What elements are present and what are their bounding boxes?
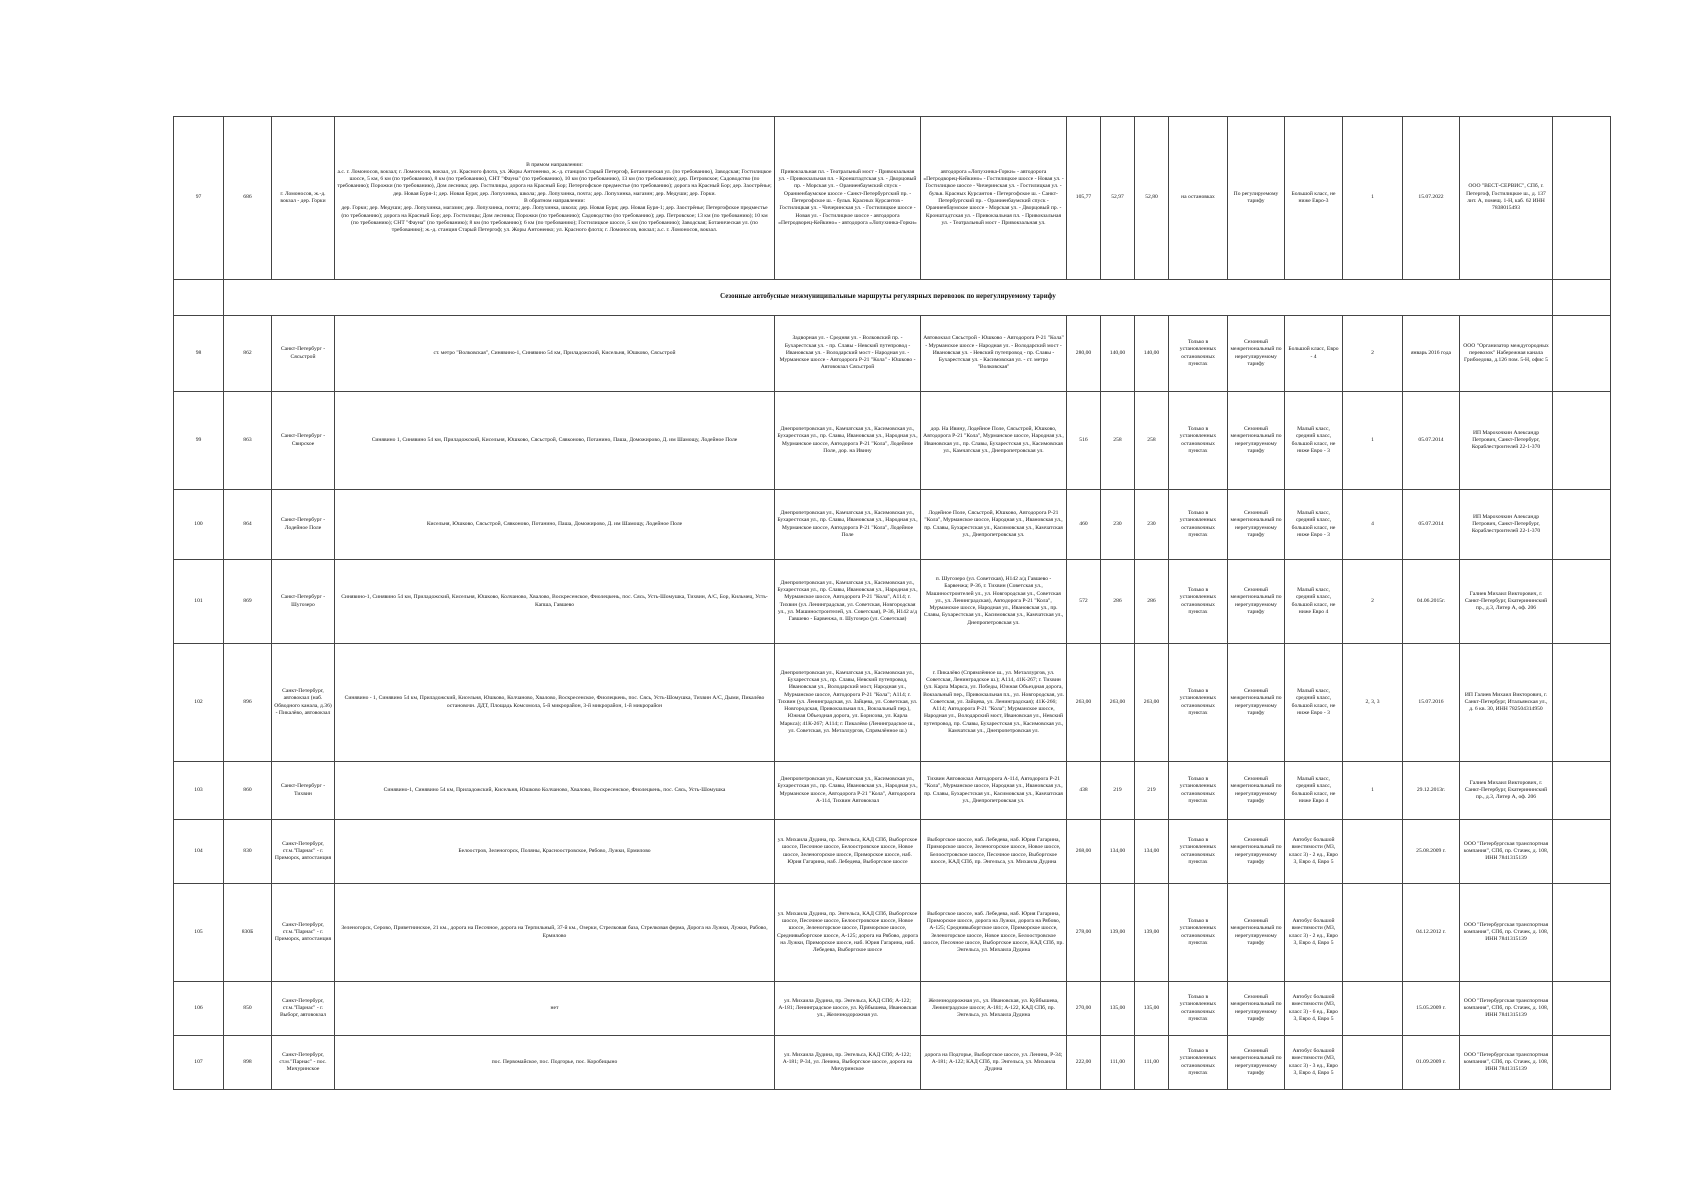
table-row [174, 884, 1611, 982]
tariff-type: Сезонный межрегиональный по нерегулируемому тарифу [1228, 762, 1285, 820]
table-row [174, 982, 1611, 1036]
notes-cell [1553, 982, 1611, 1036]
length-forward: 230 [1101, 490, 1135, 560]
route-name: Санкт-Петербург, ст.м."Парнас" - г. Приморск, автостанция [272, 884, 335, 982]
length-total: 438 [1067, 762, 1101, 820]
notes-cell [1553, 117, 1611, 280]
stop-order: Только в установленных остановочных пунктах [1169, 884, 1228, 982]
length-total: 572 [1067, 560, 1101, 644]
vehicle-count: 1 [1343, 117, 1403, 280]
route-name: Санкт-Петербург, ст.м."Парнас" - г. Выборг, автовокзал [272, 982, 335, 1036]
vehicle-count [1343, 884, 1403, 982]
length-total: 516 [1067, 392, 1101, 490]
route-number: 898 [224, 1036, 272, 1090]
registry-document [173, 116, 1611, 1090]
length-backward: 111,00 [1135, 1036, 1169, 1090]
intermediate-stops: Синявино-1, Синявино 54 км, Приладожский, Кисельня, Юшково, Колчаново, Хвалово, Воскресенское, Фиолецкень, пос. Сясь, Усть-Шомушка, Тихвин, А/С, Бор, Кильмец, Усть-Капша, Гавшево [335, 560, 775, 644]
table-row [174, 820, 1611, 884]
vehicle-characteristics: Малый класс, средний класс, большой класс, не ниже Евро - 3 [1285, 490, 1343, 560]
stop-order: Только в установленных остановочных пунктах [1169, 982, 1228, 1036]
backward-path: Железнодорожная ул., ул. Ивановская, ул. Куйбышева, Ленинградское шоссе; А-181; А-122, КАД СПб, пр. Энгельса, ул. Михаила Дудина [921, 982, 1067, 1036]
backward-path: Лодейное Поле, Сясьстрой, Юшково, Автодорога Р-21 "Кола", Мурманское шоссе, Народная ул., Ивановская ул., пр. Славы, Бухарестская ул., Касимовская ул., Камчатская ул., Днепропетровская ул. [921, 490, 1067, 560]
section-header-row [174, 280, 1611, 316]
route-number: 896 [224, 644, 272, 762]
carrier-info: Галиев Михаил Викторович, г. Санкт-Петербург, Екатерининский пр., д.3, Литер А, оф. 206 [1460, 762, 1553, 820]
vehicle-characteristics: Автобус большой вместимости (М3, класс 3) - 3 ед., Евро 3, Евро 4, Евро 5 [1285, 1036, 1343, 1090]
length-backward: 263,00 [1135, 644, 1169, 762]
backward-path: дорога на Подгорье, Выборгское шоссе, ул. Ленина, Р-34; А-181; А-122; КАД СПб, пр. Энгельса, ул. Михаила Дудина [921, 1036, 1067, 1090]
carrier-info: ООО "ВЕСТ-СЕРВИС", СПб, г. Петергоф, Гостилицкое ш., д. 137 лит. А, помещ. 1-Н, каб. 62 ИНН 7838015493 [1460, 117, 1553, 280]
start-date: 25.08.2009 г. [1403, 820, 1460, 884]
length-total: 270,00 [1067, 982, 1101, 1036]
route-number: 850 [224, 982, 272, 1036]
row-number: 105 [174, 884, 224, 982]
route-number: 860 [224, 762, 272, 820]
length-backward: 139,00 [1135, 884, 1169, 982]
length-total: 105,77 [1067, 117, 1101, 280]
length-forward: 111,00 [1101, 1036, 1135, 1090]
tariff-type: Сезонный межрегиональный по нерегулируемому тарифу [1228, 392, 1285, 490]
notes-cell [1553, 762, 1611, 820]
tariff-type: Сезонный межрегиональный по нерегулируемому тарифу [1228, 644, 1285, 762]
length-total: 278,00 [1067, 884, 1101, 982]
intermediate-stops: Синявино - 1, Синявино 54 км, Приладожский, Кисельня, Юшково, Колчаново, Хвалово, Воскресенское, Фиолецкень, пос. Сясь, Усть-Шомушка, Тихвин А/С, Дыми, Пикалёво остановочн. ДДТ, Площадь Комсомола, 5-й микрорайон, 3-й микрорайон, 1-й микрорайон [335, 644, 775, 762]
route-name: Санкт-Петербург - Тихвин [272, 762, 335, 820]
row-number: 99 [174, 392, 224, 490]
backward-path: п. Шугозеро (ул. Советская), Н142 а/д Гавшево - Барвенжа; Р-36, г. Тихвин (Советская ул., Машиностроителей ул., ул. Новгородская ул., Советская ул., ул. Ленинградская), Автодорога Р-21 "Кола", Мурманское шоссе, Народная ул., Ивановская ул., пр. Славы, Бухарестская ул., Касимовская ул., Камчатская ул., Днепропетровская ул. [921, 560, 1067, 644]
vehicle-count: 1 [1343, 392, 1403, 490]
length-backward: 52,80 [1135, 117, 1169, 280]
vehicle-characteristics: Малый класс, средний класс, большой класс, не ниже Евро 4 [1285, 560, 1343, 644]
length-forward: 134,00 [1101, 820, 1135, 884]
length-total: 460 [1067, 490, 1101, 560]
row-number: 102 [174, 644, 224, 762]
length-backward: 134,00 [1135, 820, 1169, 884]
forward-path: ул. Михаила Дудина, пр. Энгельса, КАД СПб, Выборгское шоссе, Песочное шоссе, Белоостровское шоссе, Новое шоссе, Зеленогорское шоссе, Приморское шоссе, Среднивыборгское шоссе, А-125; дорога на Рябово, дорога на Лужки, Приморское шоссе, наб. Юрия Гагарина, наб. Лебедева, Выборгское шоссе [775, 884, 921, 982]
stop-order: Только в установленных остановочных пунктах [1169, 644, 1228, 762]
route-number: 686 [224, 117, 272, 280]
row-number: 98 [174, 316, 224, 392]
section-empty-cell [1553, 280, 1611, 316]
tariff-type: Сезонный межрегиональный по нерегулируемому тарифу [1228, 316, 1285, 392]
forward-path: Днепропетровская ул., Камчатская ул., Касимовская ул., Бухарестская ул., пр. Славы, Невский путепровод, Ивановская ул., Володарский мост, Народная ул., Мурманское шоссе, Автодорога Р-21 "Кола"; А114; г. Тихвин (ул. Ленинградская, ул. Зайцева, ул. Советская, ул. Новгородская, Привокзальная пл., Вокзальный пер.), Южная Объездная дорога, ул. Борисова, ул. Карла Маркса); 41К-267; А114; г. Пикалёво (Ленинградское ш., ул. Советская, ул. Металлургов, Спрямлённое ш.) [775, 644, 921, 762]
table-row [174, 392, 1611, 490]
route-name: Санкт-Петербург - Сясьстрой [272, 316, 335, 392]
table-row [174, 117, 1611, 280]
start-date: 29.12.2013г. [1403, 762, 1460, 820]
row-number: 106 [174, 982, 224, 1036]
carrier-info: ООО "Организатор междугородных перевозок" Набережная канала Грибоедова, д.126 пом. 5-Н, офис 5 [1460, 316, 1553, 392]
forward-path: Днепропетровская ул., Камчатская ул., Касимовская ул., Бухарестская ул., пр. Славы, Ивановская ул., Народная ул., Мурманское шоссе, Автодорога Р-21 "Кола", Автодорога А-114, Тихвин Автовокзал [775, 762, 921, 820]
start-date: 05.07.2014 [1403, 490, 1460, 560]
intermediate-stops: Зеленогорск, Серово, Приветнинское, 21 км., дорога на Песочное, дорога на Терпильный, 37-й км., Озерки, Стрелковая база, Стрелковая ферма, Дорога на Лужки, Лужки, Рабово, Ермилово [335, 884, 775, 982]
notes-cell [1553, 560, 1611, 644]
carrier-info: ИП Марохочкин Александр Петрович, Санкт-Петербург, Кораблестроителей 22-1-370 [1460, 490, 1553, 560]
table-row [174, 762, 1611, 820]
forward-path: Привокзальная пл. - Театральный мост - Привокзальная ул. - Привокзальная пл. - Кронштадтская ул. - Дворцовый пр. - Морская ул. - Ораниенбаумский спуск - Ораниенбаумское шоссе - Санкт-Петербургский пр. - Петергофское ш. - бульв. Красных Курсантов - Гостилицкая ул. - Чичеринская ул. - Гостилицкое шоссе - Новая ул. - Гостилицкое шоссе - автодорога «Петродворец-Кейкино» - автодорога «Лопухинка-Горки» [775, 117, 921, 280]
route-name: Санкт-Петербург - Лодейное Поле [272, 490, 335, 560]
carrier-info: ООО "Петербургская транспортная компания", СПб, пр. Стачек, д. 108, ИНН 7841315139 [1460, 1036, 1553, 1090]
row-number: 103 [174, 762, 224, 820]
start-date: 05.07.2014 [1403, 392, 1460, 490]
forward-path: Днепропетровская ул., Камчатская ул., Касимовская ул., Бухарестская ул., пр. Славы, Ивановская ул., Народная ул., Мурманское шоссе, Автодорога Р-21 "Кола", А114; г. Тихвин (ул. Ленинградская, ул. Советская, Новгородская ул., ул. Машиностроителей, ул. Советская), Р-36, Н142 а/д Гавшево - Барвенжа, п. Шугозеро (ул. Советская) [775, 560, 921, 644]
tariff-type: Сезонный межрегиональный по нерегулируемому тарифу [1228, 820, 1285, 884]
length-forward: 263,00 [1101, 644, 1135, 762]
tariff-type: Сезонный межрегиональный по нерегулируемому тарифу [1228, 1036, 1285, 1090]
forward-path: ул. Михаила Дудина, пр. Энгельса, КАД СПб; А-122; А-181; Р-34, ул. Ленина, Выборгское шоссе, дорога на Мичуринское [775, 1036, 921, 1090]
stop-order: Только в установленных остановочных пунктах [1169, 1036, 1228, 1090]
start-date: 01.09.2009 г. [1403, 1036, 1460, 1090]
stop-order: Только в установленных остановочных пунктах [1169, 560, 1228, 644]
row-number: 107 [174, 1036, 224, 1090]
route-name: Санкт-Петербург, ст.м."Парнас" - пос. Мичуринское [272, 1036, 335, 1090]
stop-order: Только в установленных остановочных пунктах [1169, 392, 1228, 490]
route-number: 864 [224, 490, 272, 560]
route-number: 863 [224, 392, 272, 490]
intermediate-stops: Кисельня, Юшково, Сясьстрой, Сявконово, Потанино, Паша, Доможирово, Д. им Шамощу, Лодейное Поле [335, 490, 775, 560]
routes-table [173, 116, 1611, 1090]
carrier-info: ИП Марохочкин Александр Петрович, Санкт-Петербург, Кораблестроителей 22-1-370 [1460, 392, 1553, 490]
table-row [174, 316, 1611, 392]
start-date: 04.12.2012 г. [1403, 884, 1460, 982]
table-body [174, 117, 1611, 1090]
start-date: 15.07.2022 [1403, 117, 1460, 280]
vehicle-characteristics: Автобус большой вместимости (М3, класс 3) - 2 ед., Евро 3, Евро 4, Евро 5 [1285, 820, 1343, 884]
backward-path: Тихвин Автовокзал Автодорога А-114, Автодорога Р-21 "Кола", Мурманское шоссе, Народная ул., Ивановская ул., пр. Славы, Бухарестская ул., Касимовская ул., Камчатская ул., Днепропетровская ул. [921, 762, 1067, 820]
carrier-info: Галиев Михаил Викторович, г. Санкт-Петербург, Екатерининский пр., д.3, Литер А, оф. 206 [1460, 560, 1553, 644]
length-backward: 230 [1135, 490, 1169, 560]
intermediate-stops: ст. метро "Волковская", Синявино-1, Синявино 54 км, Приладожский, Кисельня, Юшково, Сясьстрой [335, 316, 775, 392]
backward-path: г. Пикалёво (Спрямлённое ш., ул. Металлургов, ул. Советская, Ленинградское ш.); А114, 41К-267; г. Тихвин (ул. Карла Маркса, ул. Победы, Южная Объездная дорога, Вокзальный пер., Привокзальная пл., ул. Новгородская, ул. Советская, ул. Зайцева, ул. Ленинградская); 41К-266; А114; Автодорога Р-21 "Кола"; Мурманское шоссе, Народная ул., Володарский мост, Ивановская ул., Невский путепровод, пр. Славы, Бухарестская ул., Касимовская ул., Камчатская ул., Днепропетровская ул. [921, 644, 1067, 762]
tariff-type: Сезонный межрегиональный по нерегулируемому тарифу [1228, 884, 1285, 982]
vehicle-count [1343, 982, 1403, 1036]
backward-path: Выборгское шоссе, наб. Лебедева, наб. Юрия Гагарина, Приморское шоссе, Зеленогорское шоссе, Новое шоссе, Белоостровское шоссе, Песочное шоссе, Выборгское шоссе, КАД СПб, пр. Энгельса, ул. Михаила Дудина [921, 820, 1067, 884]
vehicle-count [1343, 1036, 1403, 1090]
intermediate-stops: пос. Первомайское, пос. Подгорье, пос. Коробицыно [335, 1036, 775, 1090]
row-number: 100 [174, 490, 224, 560]
route-number: 862 [224, 316, 272, 392]
forward-path: Днепропетровская ул., Камчатская ул., Касимовская ул., Бухарестская ул., пр. Славы, Ивановская ул., Народная ул., Мурманское шоссе, Автодорога Р-21 "Кола", Лодейное Поле, дор. на Ивину [775, 392, 921, 490]
vehicle-characteristics: Малый класс, средний класс, большой класс, не ниже Евро - 3 [1285, 644, 1343, 762]
tariff-type: Сезонный межрегиональный по нерегулируемому тарифу [1228, 982, 1285, 1036]
table-row [174, 644, 1611, 762]
length-backward: 219 [1135, 762, 1169, 820]
carrier-info: ООО "Петербургская транспортная компания", СПб, пр. Стачек, д. 108, ИНН 7841315139 [1460, 820, 1553, 884]
length-forward: 52,97 [1101, 117, 1135, 280]
length-forward: 286 [1101, 560, 1135, 644]
vehicle-count: 4 [1343, 490, 1403, 560]
vehicle-count: 2, 3, 3 [1343, 644, 1403, 762]
intermediate-stops: нет [335, 982, 775, 1036]
route-name: Санкт-Петербург, автовокзал (наб. Обводного канала, д.36) - Пикалёво, автовокзал [272, 644, 335, 762]
notes-cell [1553, 820, 1611, 884]
route-number: 830Б [224, 884, 272, 982]
stop-order: Только в установленных остановочных пунктах [1169, 490, 1228, 560]
notes-cell [1553, 1036, 1611, 1090]
tariff-type: Сезонный межрегиональный по нерегулируемому тарифу [1228, 490, 1285, 560]
row-number: 101 [174, 560, 224, 644]
table-row [174, 1036, 1611, 1090]
tariff-type: По регулируемому тарифу [1228, 117, 1285, 280]
row-number: 97 [174, 117, 224, 280]
length-total: 268,00 [1067, 820, 1101, 884]
tariff-type: Сезонный межрегиональный по нерегулируемому тарифу [1228, 560, 1285, 644]
stop-order: на остановках [1169, 117, 1228, 280]
table-row [174, 490, 1611, 560]
notes-cell [1553, 316, 1611, 392]
length-forward: 258 [1101, 392, 1135, 490]
intermediate-stops: В прямом направлении: а.с. г. Ломоносов, вокзал; г. Ломоносов, вокзал, ул. Красного флота, ул. Жоры Антоненко, ж.-д. станция Старый Петергоф, Ботаническая ул. (по требованию), Заводская; Гостилицкое шоссе, 5 км, 6 км (по требованию), 8 км (по требованию), СНТ "Фауна" (по требованию), 10 км (по требованию), 13 км (по требованию); дер. Петровское; Садоводство (по требованию); Порожки (по требованию), Дом лесника; дер. Гостилицы, дорога на Красный Бор; Петергофское предместье (по требованию); дорога на Красный Бор; дер. Заострёнье; дер. Новая Буря-1; дер. Новая Буря; дер. Лопухинка, школа; дер. Лопухинка, почта; дер. Лопухинка, магазин; дер. Медуши; дер. Горки. В обратном направлении: дер. Горки; дер. Медуши; дер. Лопухинка, магазин; дер. Лопухинка, почта; дер. Лопухинка, школа; дер. Новая Буря; дер. Новая Буря-1; дер. Заострёнье; Петергофское предместье (по требованию); дорога на Красный Бор; дер. Гостилицы; Дом лесника; Порожки (по требованию); Садоводство (по требованию); дер. Петровское; 13 км (по требованию); 10 км (по требованию); СНТ "Фауна" (по требованию); 8 км (по требованию); 6 км (по требованию); Гостилицкое шоссе, 5 км (по требованию); Заводская; Ботаническая ул. (по требованию); ж.-д. станция Старый Петергоф; ул. Жоры Антоненко; ул. Красного флота; г. Ломоносов, вокзал; а.с. г. Ломоносов, вокзал. [335, 117, 775, 280]
stop-order: Только в установленных остановочных пунктах [1169, 820, 1228, 884]
route-name: Санкт-Петербург - Свирское [272, 392, 335, 490]
start-date: 15.05.2009 г. [1403, 982, 1460, 1036]
vehicle-count: 1 [1343, 762, 1403, 820]
forward-path: ул. Михаила Дудина, пр. Энгельса, КАД СПб; А-122; А-181; Ленинградское шоссе, ул. Куйбышева, Ивановская ул., Железнодорожная ул. [775, 982, 921, 1036]
length-backward: 135,00 [1135, 982, 1169, 1036]
vehicle-characteristics: Большой класс, не ниже Евро-3 [1285, 117, 1343, 280]
length-forward: 135,00 [1101, 982, 1135, 1036]
backward-path: автодорога «Лопухинка-Горки» - автодорога «Петродворец-Кейкино» - Гостилицкое шоссе - Новая ул. - Гостилицкое шоссе - Чичеринская ул. - Гостилицкая ул. - бульв. Красных Курсантов - Петергофское ш. - Санкт-Петербургский пр. - Ораниенбаумский спуск - Ораниенбаумское шоссе - Морская ул. - Дворцовый пр. - Кронштадтская ул. - Привокзальная пл. - Привокзальная ул. - Театральный мост - Привокзальная ул. [921, 117, 1067, 280]
length-backward: 258 [1135, 392, 1169, 490]
vehicle-characteristics: Автобус большой вместимости (М3, класс 3) - 2 ед., Евро 3, Евро 4, Евро 5 [1285, 884, 1343, 982]
backward-path: дор. На Ивину, Лодейное Поле, Сясьстрой, Юшково, Автодорога Р-21 "Кола", Мурманское шоссе, Народная ул., Ивановская ул., пр. Славы, Бухарестская ул., Касимовская ул., Камчатская ул., Днепропетровская ул. [921, 392, 1067, 490]
vehicle-characteristics: Большой класс, Евро - 4 [1285, 316, 1343, 392]
route-name: Санкт-Петербург, ст.м."Парнас" - г. Приморск, автостанция [272, 820, 335, 884]
intermediate-stops: Белоостров, Зеленогорск, Поляны, Красноостровское, Рябово, Лужки, Ермилово [335, 820, 775, 884]
notes-cell [1553, 884, 1611, 982]
length-total: 222,00 [1067, 1036, 1101, 1090]
backward-path: Выборгское шоссе, наб. Лебедева, наб. Юрия Гагарина, Приморское шоссе, дорога на Лужки, дорога на Рябово, А-125; Среднивыборгское шоссе, Приморское шоссе, Зеленогорское шоссе, Новое шоссе, Белоостровское шоссе, Песочное шоссе, Выборгское шоссе, КАД СПб, пр. Энгельса, ул. Михаила Дудина [921, 884, 1067, 982]
route-number: 830 [224, 820, 272, 884]
forward-path: Задворная ул. - Средняя ул. - Волковский пр. - Бухарестская ул. - пр. Славы - Невский путепровод - Ивановская ул. - Володарский мост - Народная ул. - Мурманское шоссе - Автодорога Р-21 "Кола" - Юшково - Автовокзал Сясьстрой [775, 316, 921, 392]
route-name: г. Ломоносов, ж.-д. вокзал - дер. Горки [272, 117, 335, 280]
vehicle-characteristics: Автобус большой вместимости (М3, класс 3) - 6 ед., Евро 3, Евро 4, Евро 5 [1285, 982, 1343, 1036]
section-empty-cell [174, 280, 224, 316]
route-name: Санкт-Петербург - Шугозеро [272, 560, 335, 644]
forward-path: ул. Михаила Дудина, пр. Энгельса, КАД СПб, Выборгское шоссе, Песочное шоссе, Белоостровское шоссе, Новое шоссе, Зеленогорское шоссе, Приморское шоссе, наб. Юрия Гагарина, наб. Лебедева, Выборгское шоссе [775, 820, 921, 884]
intermediate-stops: Синявино 1, Синявино 54 км, Приладожский, Кисельня, Юшково, Сясьстрой, Сявконово, Потанино, Паша, Доможирово, Д. им Шамощу, Лодейное Поле [335, 392, 775, 490]
start-date: 15.07.2016 [1403, 644, 1460, 762]
length-forward: 139,00 [1101, 884, 1135, 982]
start-date: 04.06.2015г. [1403, 560, 1460, 644]
length-backward: 140,00 [1135, 316, 1169, 392]
vehicle-characteristics: Малый класс, средний класс, большой класс, не ниже Евро 4 [1285, 762, 1343, 820]
notes-cell [1553, 490, 1611, 560]
length-total: 280,00 [1067, 316, 1101, 392]
vehicle-count: 2 [1343, 560, 1403, 644]
length-forward: 219 [1101, 762, 1135, 820]
notes-cell [1553, 644, 1611, 762]
vehicle-count [1343, 820, 1403, 884]
vehicle-characteristics: Малый класс, средний класс, большой класс, не ниже Евро - 3 [1285, 392, 1343, 490]
table-row [174, 560, 1611, 644]
route-number: 869 [224, 560, 272, 644]
length-backward: 286 [1135, 560, 1169, 644]
stop-order: Только в установленных остановочных пунктах [1169, 316, 1228, 392]
start-date: январь 2016 года [1403, 316, 1460, 392]
length-forward: 140,00 [1101, 316, 1135, 392]
intermediate-stops: Синявино-1, Синявино 54 км, Приладожский, Кисельня, Юшково Колчаново, Хвалово, Воскресенское, Фиолецкень, пос. Сясь, Усть-Шомушка [335, 762, 775, 820]
length-total: 263,00 [1067, 644, 1101, 762]
carrier-info: ООО "Петербургская транспортная компания", СПб, пр. Стачек, д. 108, ИНН 7841315139 [1460, 982, 1553, 1036]
section-title: Сезонные автобусные межмуниципальные маршруты регулярных перевозок по нерегулируемому тарифу [224, 280, 1553, 316]
vehicle-count: 2 [1343, 316, 1403, 392]
stop-order: Только в установленных остановочных пунктах [1169, 762, 1228, 820]
carrier-info: ООО "Петербургская транспортная компания", СПб, пр. Стачек, д. 108, ИНН 7841315139 [1460, 884, 1553, 982]
forward-path: Днепропетровская ул., Камчатская ул., Касимовская ул., Бухарестская ул., пр. Славы, Ивановская ул., Народная ул., Мурманское шоссе, Автодорога Р-21 "Кола", Лодейное Поле [775, 490, 921, 560]
backward-path: Автовокзал Сясьстрой - Юшково - Автодорога Р-21 "Кола" - Мурманское шоссе - Народная ул. - Володарский мост - Ивановская ул. - Невский путепровод - пр. Славы - Бухарестская ул. - Касимовская ул. - ст. метро "Волковская" [921, 316, 1067, 392]
row-number: 104 [174, 820, 224, 884]
notes-cell [1553, 392, 1611, 490]
carrier-info: ИП Галиев Михаил Викторович, г. Санкт-Петербург, Итальянская ул., д. 6 кв. 30, ИНН 782504314950 [1460, 644, 1553, 762]
